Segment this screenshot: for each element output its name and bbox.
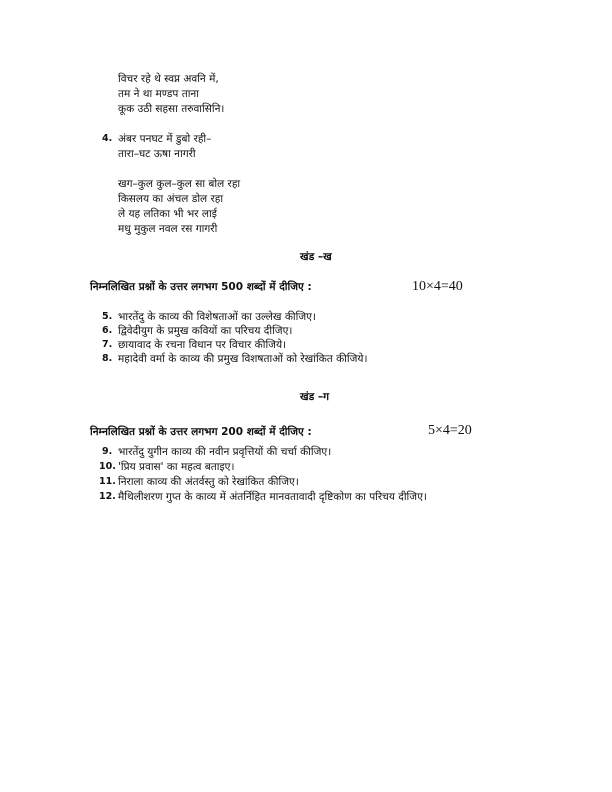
question-text: महादेवी वर्मा के काव्य की प्रमुख विशषताओं को रेखांकित कीजिये। (118, 353, 368, 365)
poem-line: खग–कुल कुल–कुल सा बोल रहा (118, 178, 241, 190)
poem-line: कूक उठी सहसा तरुवासिनि। (118, 103, 225, 115)
question-number: 12. (99, 491, 116, 502)
question-text: भारतेंदु युगीन काव्य की नवीन प्रवृत्तियों की चर्चा कीजिए। (118, 446, 332, 458)
section-marks: 10×4=40 (412, 279, 463, 294)
question-text: मैथिलीशरण गुप्त के काव्य में अंतर्निहित मानवतावादी दृष्टिकोण का परिचय दीजिए। (118, 491, 427, 503)
question-text: भारतेंदु के काव्य की विशेषताओं का उल्लेख कीजिए। (118, 311, 316, 323)
question-number: 5. (102, 311, 113, 322)
question-text: छायावाद के रचना विधान पर विचार कीजिये। (118, 339, 287, 351)
poem-line: तारा–घट ऊषा नागरी (118, 148, 196, 160)
section-instruction: निम्नलिखित प्रश्नों के उत्तर लगभग 200 शब्दों में दीजिए : (90, 426, 312, 438)
poem-line: विचर रहे थे स्वप्न अवनि में, (118, 73, 219, 85)
poem-line: मधु मुकुल नवल रस गागरी (118, 223, 218, 235)
poem-line: अंबर पनघट में डुबो रही– (118, 133, 212, 145)
poem-line: तम ने था मण्डप ताना (118, 88, 199, 100)
section-instruction: निम्नलिखित प्रश्नों के उत्तर लगभग 500 शब्दों में दीजिए : (90, 281, 312, 293)
question-text: 'प्रिय प्रवास' का महत्व बताइए। (118, 461, 235, 473)
question-text: निराला काव्य की अंतर्वस्तु को रेखांकित कीजिए। (118, 476, 299, 488)
question-number: 9. (102, 446, 113, 457)
question-number: 10. (99, 461, 116, 472)
question-number: 8. (102, 353, 113, 364)
poem-line: ले यह लतिका भी भर लाई (118, 208, 217, 220)
question-number: 7. (102, 339, 113, 350)
question-number: 6. (102, 325, 113, 336)
section-title: खंड –ग (300, 391, 330, 403)
question-number: 11. (99, 476, 116, 487)
section-title: खंड –ख (300, 251, 332, 263)
section-marks: 5×4=20 (428, 423, 472, 438)
poem-line: किसलय का अंचल डोल रहा (118, 193, 224, 205)
question-number: 4. (102, 133, 113, 144)
question-text: द्विवेदीयुग के प्रमुख कवियों का परिचय दीजिए। (118, 325, 293, 337)
